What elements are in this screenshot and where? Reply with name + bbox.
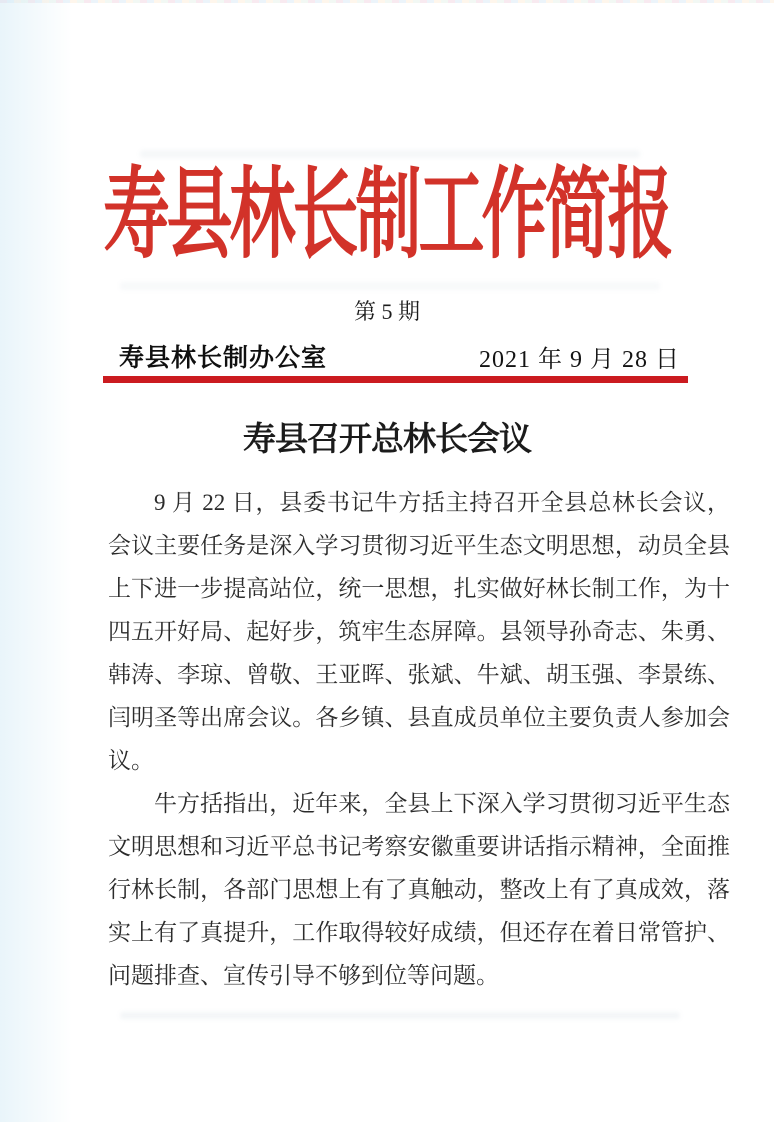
body-line: 闫明圣等出席会议。各乡镇、县直成员单位主要负责人参加会 <box>108 705 730 730</box>
body-line: 会议主要任务是深入学习贯彻习近平生态文明思想，动员全县 <box>108 533 730 558</box>
article-body <box>108 481 730 997</box>
scan-bleedthrough <box>140 150 640 158</box>
scan-bleedthrough <box>120 282 660 290</box>
article-title: 寿县召开总林长会议 <box>243 422 531 458</box>
paragraph-2 <box>108 782 730 997</box>
body-line: 问题排查、宣传引导不够到位等问题。 <box>108 963 499 988</box>
publication-date: 2021 年 9 月 28 日 <box>479 346 680 373</box>
issue-number: 第 5 期 <box>353 299 420 324</box>
body-line: 实上有了真提升，工作取得较好成绩，但还存在着日常管护、 <box>108 920 730 945</box>
publication-row <box>103 340 688 372</box>
red-divider-rule <box>103 376 688 383</box>
body-line: 韩涛、李琼、曾敬、王亚晖、张斌、牛斌、胡玉强、李景练、 <box>108 662 730 687</box>
paragraph-1 <box>108 481 730 782</box>
body-line: 9 月 22 日，县委书记牛方括主持召开全县总林长会议， <box>154 490 730 515</box>
issuing-office: 寿县林长制办公室 <box>119 345 328 372</box>
body-line: 上下进一步提高站位，统一思想，扎实做好林长制工作，为十 <box>108 576 730 601</box>
body-line: 议。 <box>108 748 154 773</box>
body-line: 行林长制，各部门思想上有了真触动，整改上有了真成效，落 <box>108 877 730 902</box>
body-line: 四五开好局、起好步，筑牢生态屏障。县领导孙奇志、朱勇、 <box>108 619 730 644</box>
scan-bleedthrough <box>120 1012 680 1019</box>
body-line: 文明思想和习近平总书记考察安徽重要讲话指示精神，全面推 <box>108 834 730 859</box>
body-line: 牛方括指出，近年来，全县上下深入学习贯彻习近平生态 <box>154 791 730 816</box>
scan-edge-artifact <box>0 0 774 3</box>
masthead-title: 寿县林长制工作简报 <box>103 161 671 271</box>
